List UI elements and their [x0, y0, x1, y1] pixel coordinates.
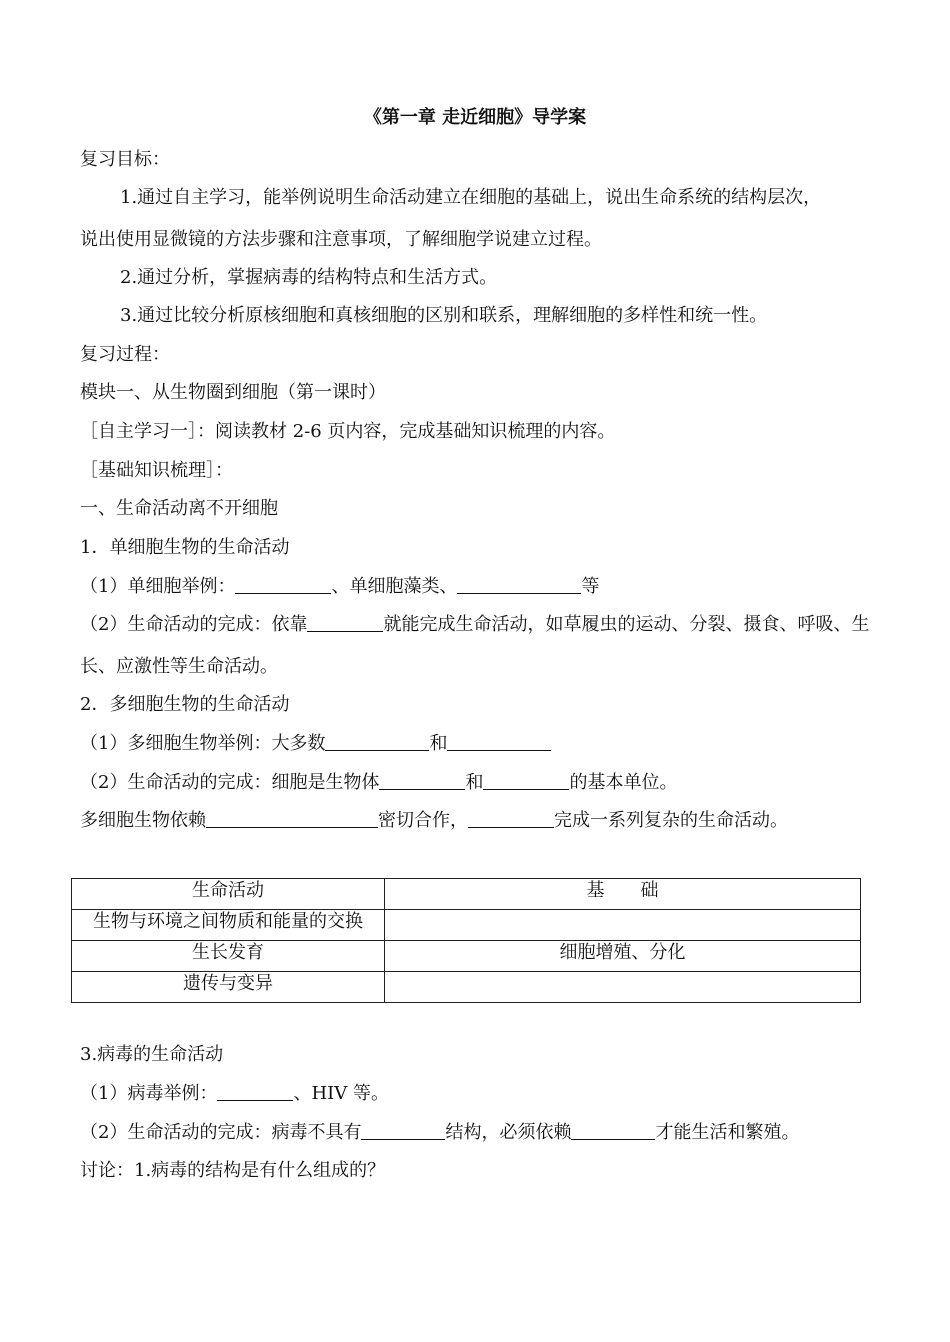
fill-blank[interactable] [307, 613, 383, 632]
fill-blank[interactable] [206, 809, 378, 828]
text: （1）病毒举例： [80, 1083, 218, 1104]
table-row [72, 910, 861, 941]
discussion-question: 讨论：1.病毒的结构是有什么组成的？ [80, 1160, 386, 1181]
fill-blank[interactable] [457, 575, 581, 594]
text: 、单细胞藻类、 [331, 576, 458, 597]
process-heading: 复习过程： [80, 344, 170, 365]
s3-question-2 [80, 1121, 799, 1145]
fill-blank[interactable] [235, 575, 331, 594]
header-basis: 基 础 [385, 879, 861, 910]
text: 和 [465, 772, 484, 793]
text: 才能生活和繁殖。 [655, 1122, 800, 1143]
text: 、HIV 等。 [293, 1083, 389, 1104]
fill-blank[interactable] [379, 771, 465, 790]
s1-question-1 [80, 575, 599, 599]
basis-table [71, 878, 861, 1003]
fill-blank[interactable] [483, 771, 569, 790]
section-1-heading: 一、生命活动离不开细胞 [80, 498, 278, 519]
goal-1-line-1: 1.通过自主学习，能举例说明生命活动建立在细胞的基础上，说出生命系统的结构层次， [120, 187, 822, 208]
table-row [72, 941, 861, 972]
goal-2: 2.通过分析，掌握病毒的结构特点和生活方式。 [120, 267, 498, 288]
text: 和 [429, 733, 448, 754]
subsection-2-title: 2．多细胞生物的生命活动 [80, 694, 290, 715]
s2-question-1 [80, 732, 551, 756]
text: （1）单细胞举例： [80, 576, 236, 597]
table-cell: 生长发育 [72, 941, 385, 972]
goal-3: 3.通过比较分析原核细胞和真核细胞的区别和联系，理解细胞的多样性和统一性。 [120, 305, 768, 326]
text: （2）生命活动的完成：细胞是生物体 [80, 772, 380, 793]
subsection-1-title: 1．单细胞生物的生命活动 [80, 537, 290, 558]
table-cell: 生物与环境之间物质和能量的交换 [72, 910, 385, 941]
s1-question-2-cont: 长、应激性等生命活动。 [80, 656, 278, 677]
page-title: 《第一章 走近细胞》导学案 [363, 107, 587, 128]
s2-question-3 [80, 809, 788, 833]
s2-question-2 [80, 771, 677, 795]
table-row [72, 972, 861, 1003]
text: 就能完成生命活动，如草履虫的运动、分裂、摄食、呼吸、生 [383, 614, 870, 635]
fill-blank[interactable] [571, 1121, 655, 1140]
fill-blank[interactable] [325, 732, 429, 751]
fill-blank[interactable] [468, 809, 554, 828]
table-cell[interactable] [385, 972, 861, 1003]
fill-blank[interactable] [447, 732, 551, 751]
subsection-3-title: 3.病毒的生命活动 [80, 1044, 224, 1065]
table-cell: 遗传与变异 [72, 972, 385, 1003]
text: 结构，必须依赖 [445, 1122, 572, 1143]
text: 等 [581, 576, 600, 597]
text: （1）多细胞生物举例：大多数 [80, 733, 326, 754]
s3-question-1 [80, 1082, 389, 1106]
fill-blank[interactable] [217, 1082, 293, 1101]
goal-1-line-2: 说出使用显微镜的方法步骤和注意事项，了解细胞学说建立过程。 [80, 229, 602, 250]
fill-blank[interactable] [361, 1121, 445, 1140]
self-study-instruction: ［自主学习一］：阅读教材 2-6 页内容，完成基础知识梳理的内容。 [80, 421, 616, 442]
s1-question-2 [80, 613, 869, 637]
header-life-activity: 生命活动 [72, 879, 385, 910]
module-1-heading: 模块一、从生物圈到细胞（第一课时） [80, 382, 386, 403]
text: 密切合作， [378, 810, 468, 831]
goals-heading: 复习目标： [80, 149, 170, 170]
text: （2）生命活动的完成：依靠 [80, 614, 308, 635]
text: 完成一系列复杂的生命活动。 [554, 810, 788, 831]
text: 的基本单位。 [569, 772, 678, 793]
text: （2）生命活动的完成：病毒不具有 [80, 1122, 362, 1143]
table-cell: 细胞增殖、分化 [385, 941, 861, 972]
basics-heading: ［基础知识梳理］： [80, 460, 233, 481]
text: 多细胞生物依赖 [80, 810, 206, 831]
table-header-row [72, 879, 861, 910]
table-cell[interactable] [385, 910, 861, 941]
